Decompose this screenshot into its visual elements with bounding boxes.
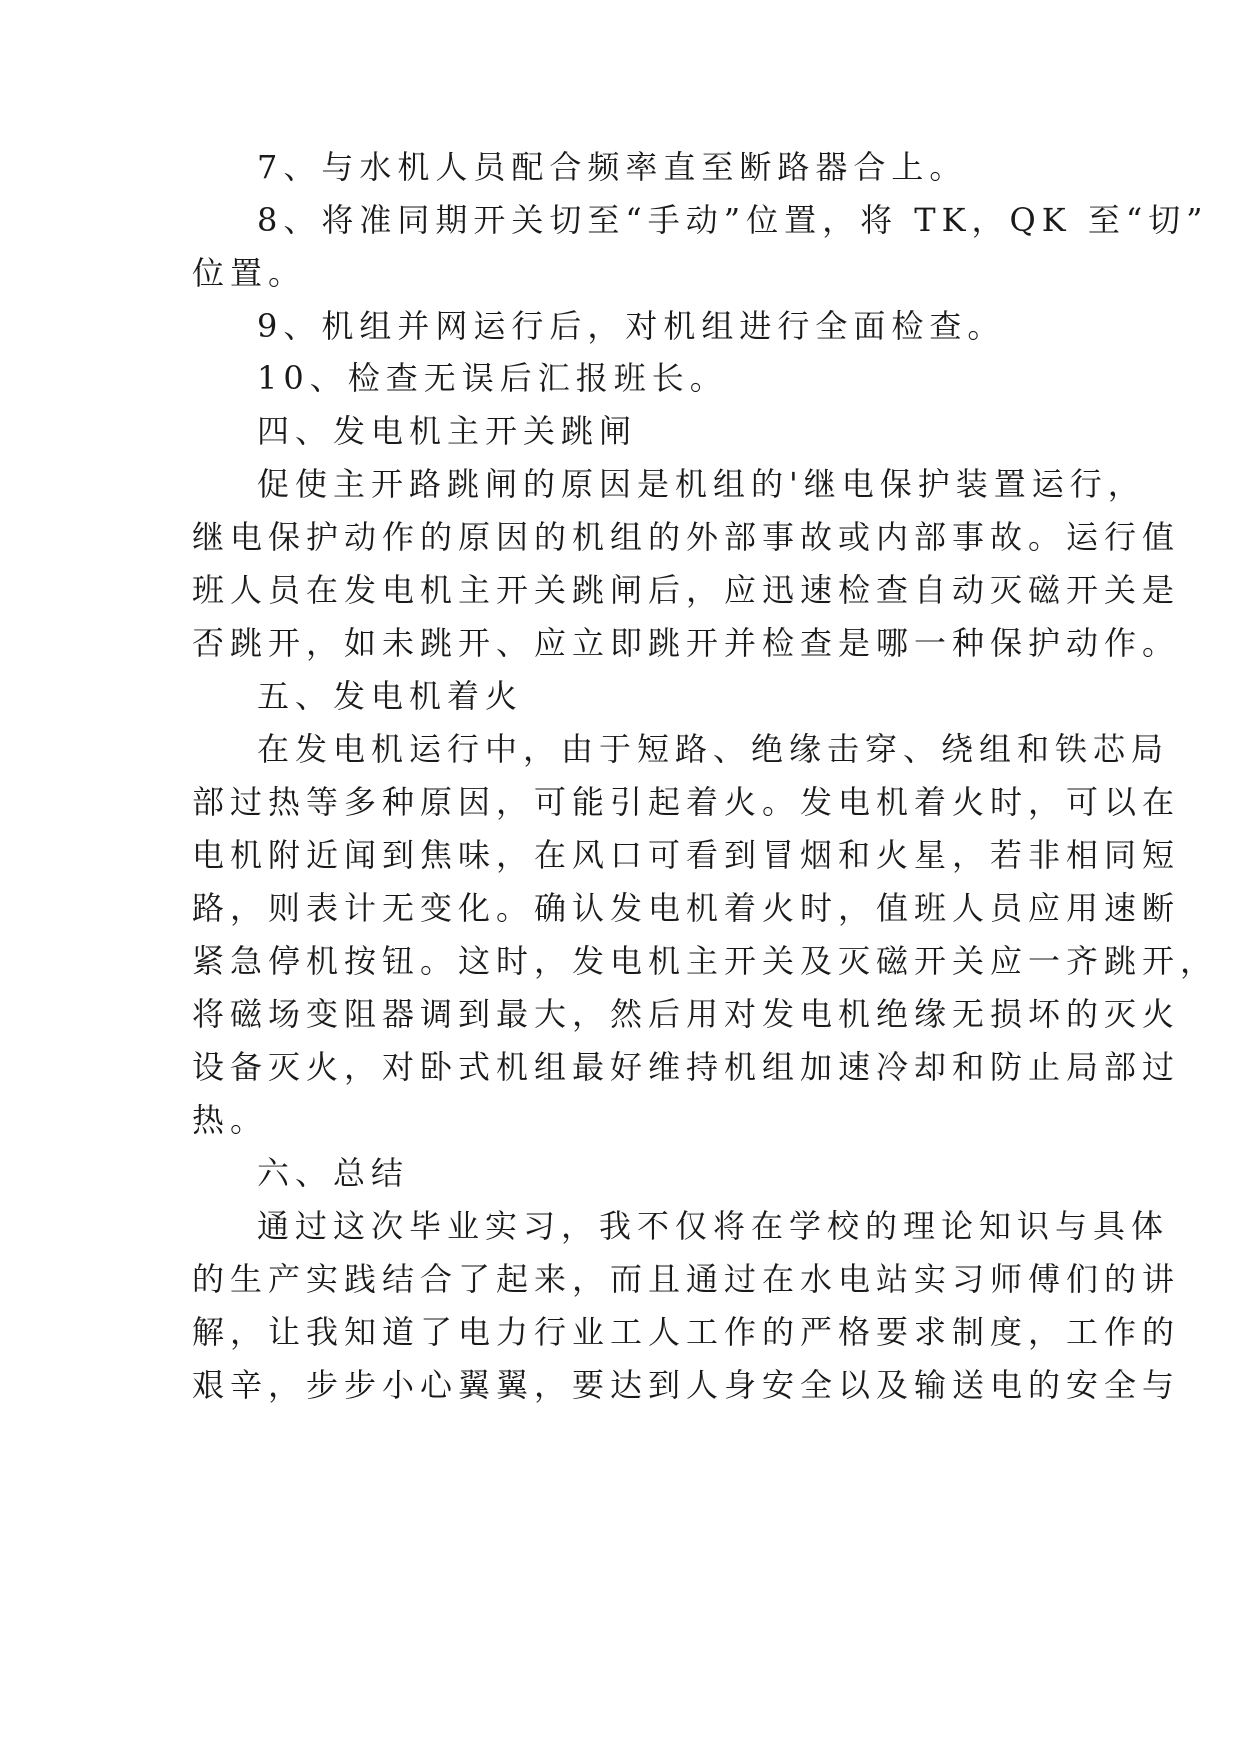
paragraph-line: 10、检查无误后汇报班长。 — [257, 359, 728, 397]
paragraph-line: 继电保护动作的原因的机组的外部事故或内部事故。运行值 — [192, 518, 1181, 556]
paragraph-line: 路，则表计无变化。确认发电机着火时，值班人员应用速断 — [192, 889, 1181, 927]
paragraph-line: 通过这次毕业实习，我不仅将在学校的理论知识与具体 — [257, 1207, 1170, 1245]
paragraph-line: 8、将准同期开关切至“手动”位置，将 TK，QK 至“切” — [257, 201, 1209, 239]
paragraph-line: 位置。 — [192, 254, 307, 292]
paragraph-line: 紧急停机按钮。这时，发电机主开关及灭磁开关应一齐跳开， — [192, 942, 1219, 980]
paragraph-line: 7、与水机人员配合频率直至断路器合上。 — [257, 148, 968, 186]
paragraph-line: 的生产实践结合了起来，而且通过在水电站实习师傅们的讲 — [192, 1260, 1181, 1298]
section-heading: 六、总结 — [257, 1154, 410, 1192]
paragraph-line: 电机附近闻到焦味，在风口可看到冒烟和火星，若非相同短 — [192, 836, 1181, 874]
paragraph-line: 部过热等多种原因，可能引起着火。发电机着火时，可以在 — [192, 783, 1181, 821]
paragraph-line: 9、机组并网运行后，对机组进行全面检查。 — [257, 307, 1006, 345]
paragraph-line: 解，让我知道了电力行业工人工作的严格要求制度，工作的 — [192, 1313, 1181, 1351]
section-heading: 四、发电机主开关跳闸 — [257, 412, 638, 450]
paragraph-line: 班人员在发电机主开关跳闸后，应迅速检查自动灭磁开关是 — [192, 571, 1181, 609]
paragraph-line: 热。 — [192, 1101, 269, 1139]
section-heading: 五、发电机着火 — [257, 677, 524, 715]
paragraph-line: 设备灭火，对卧式机组最好维持机组加速冷却和防止局部过 — [192, 1048, 1181, 1086]
paragraph-line: 否跳开，如未跳开、应立即跳开并检查是哪一种保护动作。 — [192, 624, 1181, 662]
paragraph-line: 将磁场变阻器调到最大，然后用对发电机绝缘无损坏的灭火 — [192, 995, 1181, 1033]
paragraph-line: 促使主开路跳闸的原因是机组的'继电保护装置运行， — [257, 465, 1146, 503]
paragraph-line: 艰辛，步步小心翼翼，要达到人身安全以及输送电的安全与 — [192, 1366, 1181, 1404]
paragraph-line: 在发电机运行中，由于短路、绝缘击穿、绕组和铁芯局 — [257, 730, 1170, 768]
